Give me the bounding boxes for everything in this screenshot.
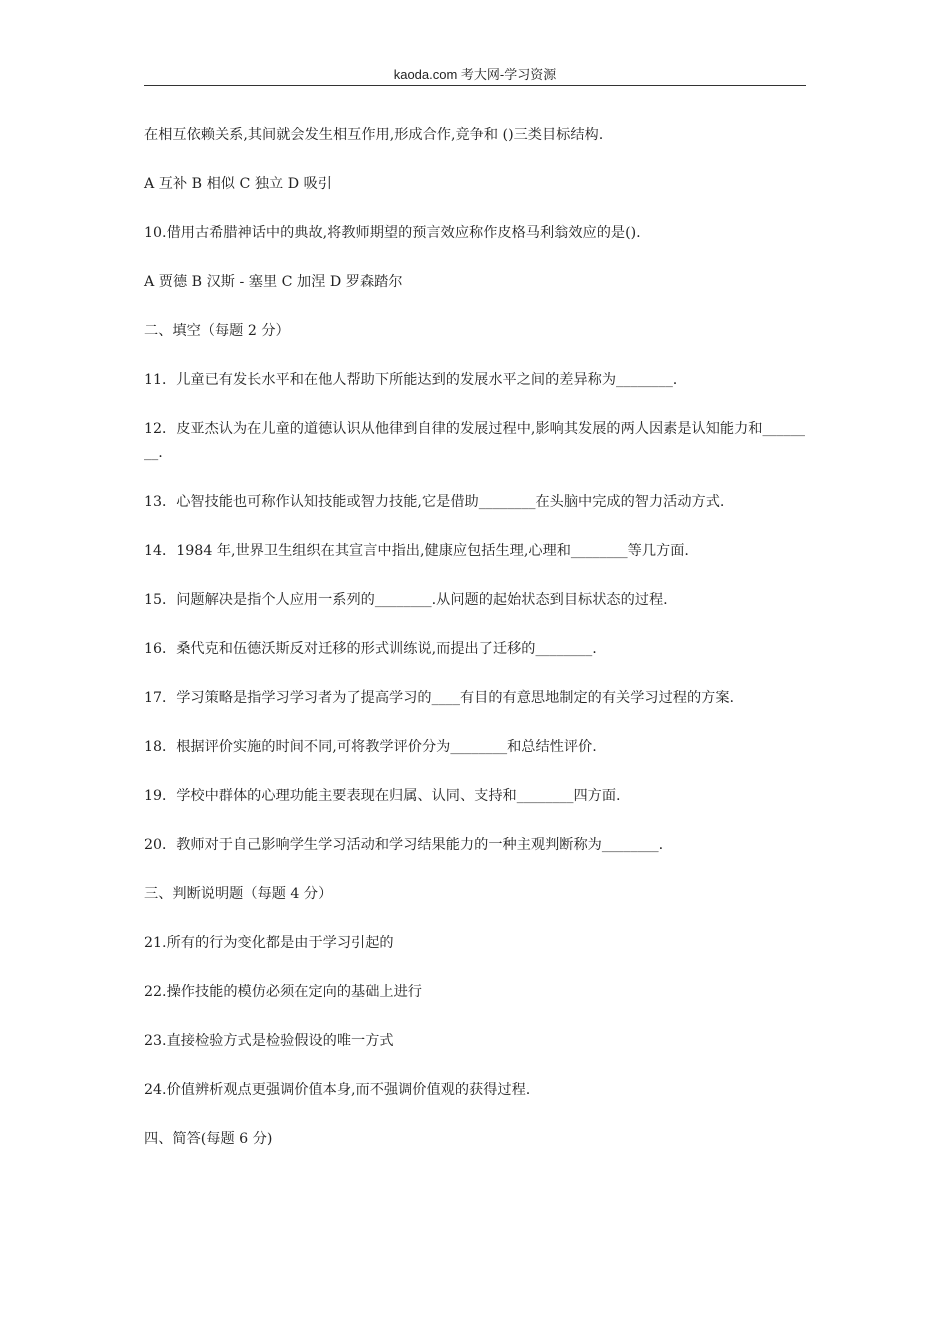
section-heading-true-false: 三、判断说明题（每题 4 分） (144, 886, 333, 902)
paragraph-q14: 14．1984 年,世界卫生组织在其宣言中指出,健康应包括生理,心理和________等几方面. (144, 543, 689, 559)
paragraph-q13: 13．心智技能也可称作认知技能或智力技能,它是借助________在头脑中完成的智力活动方式. (144, 494, 725, 510)
paragraph-q16: 16．桑代克和伍德沃斯反对迁移的形式训练说,而提出了迁移的________. (144, 641, 597, 657)
paragraph-q10-stem: 10.借用古希腊神话中的典故,将教师期望的预言效应称作皮格马利翁效应的是(). (144, 225, 641, 241)
paragraph-q15: 15．问题解决是指个人应用一系列的________.从问题的起始状态到目标状态的过程. (144, 592, 668, 608)
paragraph-q21: 21.所有的行为变化都是由于学习引起的 (144, 935, 394, 951)
paragraph-q24: 24.价值辨析观点更强调价值本身,而不强调价值观的获得过程. (144, 1082, 531, 1098)
paragraph-q17: 17．学习策略是指学习学习者为了提高学习的____有目的有意思地制定的有关学习过程的方案. (144, 690, 735, 706)
paragraph-q9-options: A 互补 B 相似 C 独立 D 吸引 (144, 176, 332, 192)
section-heading-short-answer: 四、简答(每题 6 分) (144, 1131, 273, 1147)
page-header: kaoda.com 考大网-学习资源 (393, 67, 557, 82)
paragraph-q10-options: A 贾德 B 汉斯 - 塞里 C 加涅 D 罗森踏尔 (144, 274, 403, 290)
paragraph-q22: 22.操作技能的模仿必须在定向的基础上进行 (144, 984, 422, 1000)
document-body (144, 123, 808, 1176)
paragraph-q11: 11．儿童已有发长水平和在他人帮助下所能达到的发展水平之间的差异称为________. (144, 372, 678, 388)
paragraph-q23: 23.直接检验方式是检验假设的唯一方式 (144, 1033, 394, 1049)
paragraph-q9-stem-continued: 在相互依赖关系,其间就会发生相互作用,形成合作,竞争和 ()三类目标结构. (144, 127, 604, 143)
section-heading-fill-blank: 二、填空（每题 2 分） (144, 323, 290, 339)
paragraph-q20: 20．教师对于自己影响学生学习活动和学习结果能力的一种主观判断称为________. (144, 837, 664, 853)
header-divider (144, 85, 806, 86)
paragraph-q18: 18．根据评价实施的时间不同,可将教学评价分为________和总结性评价. (144, 739, 597, 755)
paragraph-q19: 19．学校中群体的心理功能主要表现在归属、认同、支持和________四方面. (144, 788, 621, 804)
paragraph-q12: 12．皮亚杰认为在儿童的道德认识从他律到自律的发展过程中,影响其发展的两人因素是认知能力和________. (144, 421, 806, 461)
